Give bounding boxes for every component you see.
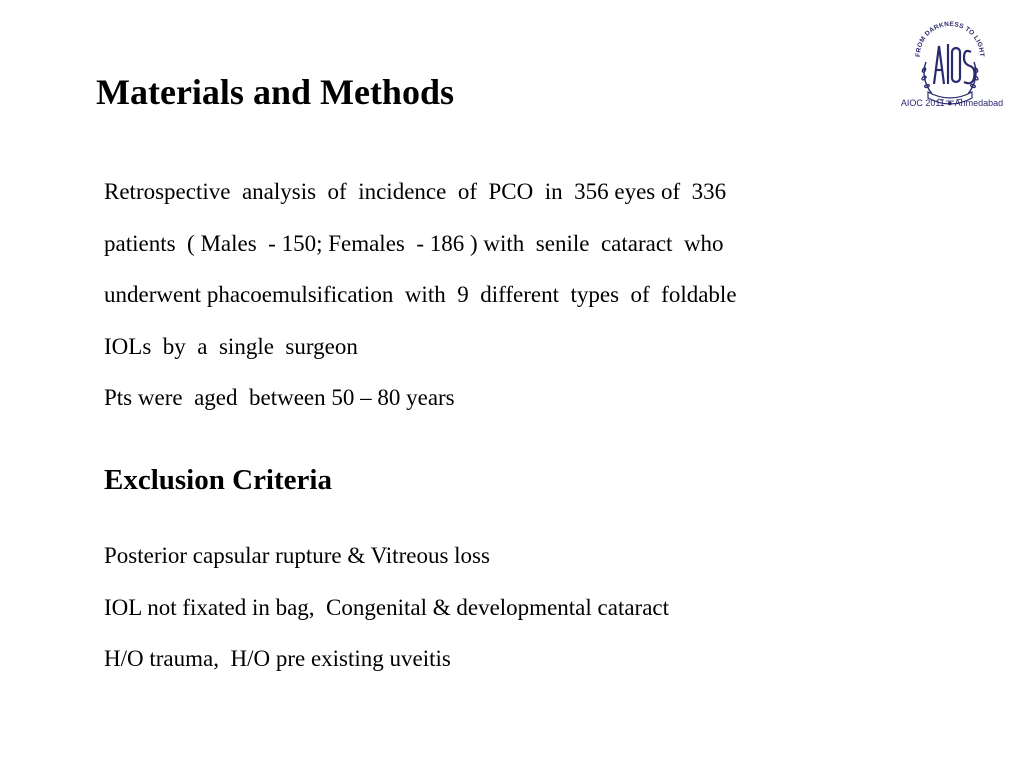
svg-text:FROM DARKNESS TO LIGHT: [915, 21, 985, 57]
exclusion-criteria-heading: Exclusion Criteria: [104, 464, 332, 496]
logo-caption: AIOC 2011 ● Ahmedabad: [900, 98, 1004, 108]
methods-paragraph: [104, 166, 894, 424]
methods-line: Pts were aged between 50 – 80 years: [104, 385, 455, 410]
logo-arc-text: FROM DARKNESS TO LIGHT: [914, 20, 986, 58]
criteria-item: Posterior capsular rupture & Vitreous loss: [104, 543, 490, 568]
exclusion-criteria-list: [104, 530, 904, 685]
slide-title: Materials and Methods: [96, 72, 454, 112]
methods-line: Retrospective analysis of incidence of PCO in 356 eyes of 336: [104, 179, 727, 204]
criteria-item: IOL not fixated in bag, Congenital & developmental cataract: [104, 594, 670, 620]
methods-line: IOLs by a single surgeon: [104, 333, 358, 359]
criteria-item: H/O trauma, H/O pre existing uveitis: [104, 646, 451, 671]
methods-line: underwent phacoemulsification with 9 different types of foldable: [104, 282, 737, 307]
methods-line: patients ( Males - 150; Females - 186 ) with senile cataract who: [104, 230, 724, 256]
